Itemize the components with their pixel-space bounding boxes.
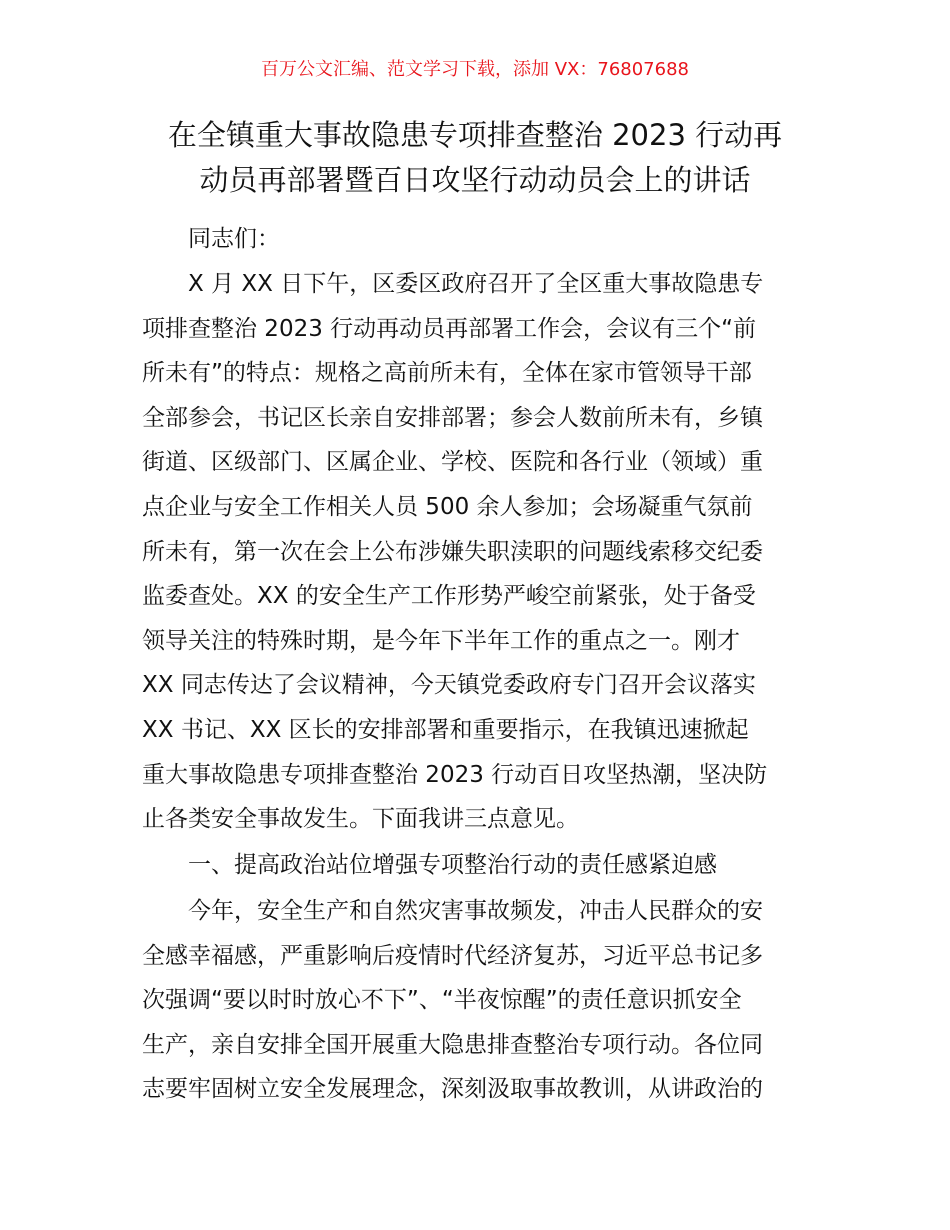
paragraph-2	[142, 889, 810, 1112]
paragraph-line: X 月 XX 日下午，区委区政府召开了全区重大事故隐患专	[188, 271, 764, 297]
salutation: 同志们：	[188, 226, 280, 252]
paragraph-line: 监委查处。XX 的安全生产工作形势严峻空前紧张，处于备受	[142, 583, 756, 610]
paragraph-line: 生产，亲自安排全国开展重大隐患排查整治专项行动。各位同	[142, 1031, 763, 1058]
document-title	[130, 113, 820, 203]
paragraph-line: 今年，安全生产和自然灾害事故频发，冲击人民群众的安	[188, 898, 763, 924]
paragraph-line: 领导关注的特殊时期，是今年下半年工作的重点之一。刚才	[142, 627, 740, 654]
title-line: 在全镇重大事故隐患专项排查整治 2023 行动再	[167, 118, 783, 152]
paragraph-line: 全部参会，书记区长亲自安排部署；参会人数前所未有，乡镇	[142, 404, 763, 431]
paragraph-line: 项排查整治 2023 行动再动员再部署工作会，会议有三个“前	[142, 315, 757, 342]
paragraph-line: 止各类安全事故发生。下面我讲三点意见。	[142, 806, 579, 833]
paragraph-line: 次强调“要以时时放心不下”、“半夜惊醒”的责任意识抓安全	[142, 987, 742, 1014]
paragraph-line: 重大事故隐患专项排查整治 2023 行动百日攻坚热潮，坚决防	[142, 761, 768, 788]
paragraph-1	[142, 262, 810, 842]
paragraph-line: 点企业与安全工作相关人员 500 余人参加；会场凝重气氛前	[142, 493, 753, 520]
paragraph-line: XX 书记、XX 区长的安排部署和重要指示，在我镇迅速掀起	[142, 716, 749, 743]
paragraph-line: 所未有”的特点：规格之高前所未有，全体在家市管领导干部	[142, 360, 752, 387]
paragraph-line: 街道、区级部门、区属企业、学校、医院和各行业（领域）重	[142, 449, 763, 476]
section-heading: 一、提高政治站位增强专项整治行动的责任感紧迫感	[188, 852, 717, 878]
paragraph-line: 全感幸福感，严重影响后疫情时代经济复苏，习近平总书记多	[142, 942, 763, 969]
header-promo-note: 百万公文汇编、范文学习下载，添加 VX：76807688	[261, 59, 689, 80]
paragraph-line: XX 同志传达了会议精神，今天镇党委政府专门召开会议落实	[142, 672, 756, 699]
title-line: 动员再部署暨百日攻坚行动动员会上的讲话	[199, 163, 751, 197]
paragraph-line: 所未有，第一次在会上公布涉嫌失职渎职的问题线索移交纪委	[142, 538, 763, 565]
paragraph-line: 志要牢固树立安全发展理念，深刻汲取事故教训，从讲政治的	[142, 1076, 763, 1103]
